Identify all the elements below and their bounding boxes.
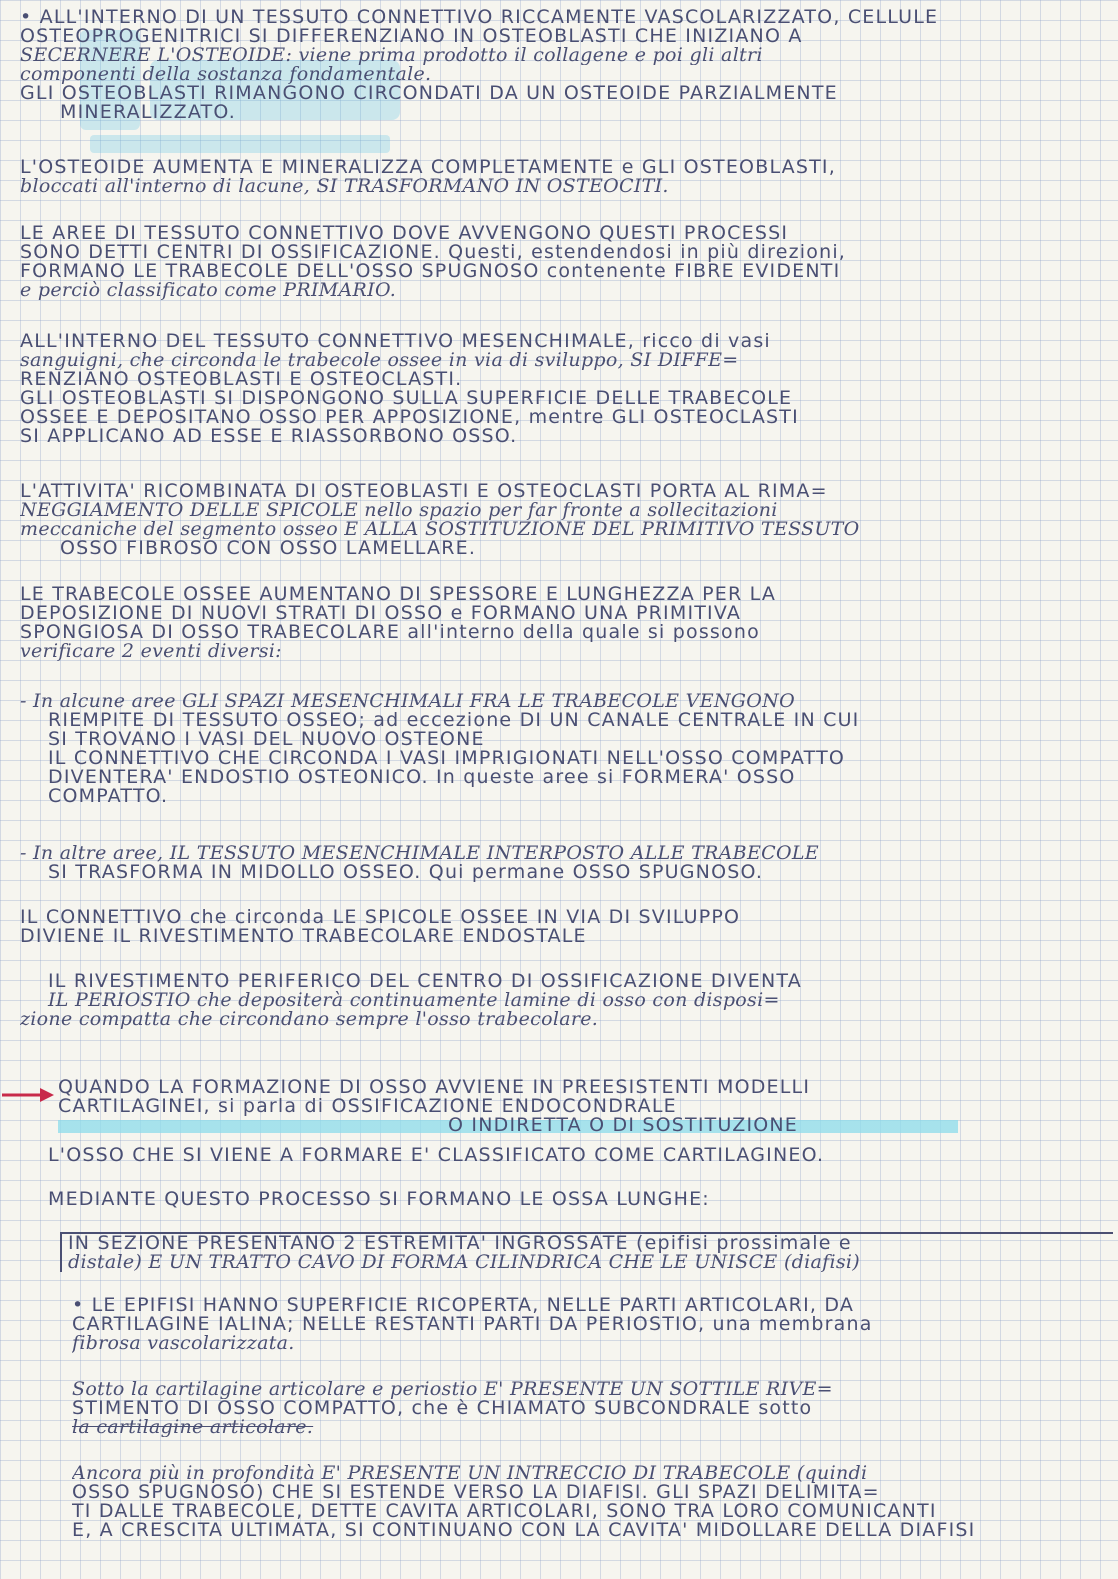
text-line: IL CONNETTIVO che circonda LE SPICOLE OSSEE IN VIA DI SVILUPPO [20, 908, 741, 927]
text-line: LE AREE DI TESSUTO CONNETTIVO DOVE AVVENGONO QUESTI PROCESSI [20, 224, 789, 243]
text-line: SI TRASFORMA IN MIDOLLO OSSEO. Qui permane OSSO SPUGNOSO. [48, 863, 764, 882]
text-line: LE TRABECOLE OSSEE AUMENTANO DI SPESSORE E LUNGHEZZA PER LA [20, 585, 777, 604]
text-line: SI APPLICANO AD ESSE E RIASSORBONO OSSO. [20, 427, 518, 446]
paragraph-mesenchymal-tissue [20, 332, 1105, 446]
text-line: SECERNERE L'OSTEOIDE: viene prima prodotto il collagene e poi gli altri [20, 46, 763, 65]
text-line: L'ATTIVITA' RICOMBINATA DI OSTEOBLASTI E OSTEOCLASTI PORTA AL RIMA= [20, 482, 828, 501]
text-line: meccaniche del segmento osseo E ALLA SOSTITUZIONE DEL PRIMITIVO TESSUTO [20, 520, 860, 539]
text-line: OSTEOPROGENITRICI SI DIFFERENZIANO IN OSTEOBLASTI CHE INIZIANO A [20, 27, 803, 46]
text-line: L'OSTEOIDE AUMENTA E MINERALIZZA COMPLETAMENTE e GLI OSTEOBLASTI, [20, 158, 836, 177]
paragraph-endosteal-lining [20, 908, 1105, 946]
text-line: OSSO FIBROSO CON OSSO LAMELLARE. [60, 539, 477, 558]
text-line: NEGGIAMENTO DELLE SPICOLE nello spazio per far fronte a sollecitazioni [20, 501, 778, 520]
text-line: componenti della sostanza fondamentale. [20, 65, 432, 84]
text-line: GLI OSTEOBLASTI SI DISPONGONO SULLA SUPERFICIE DELLE TRABECOLE [20, 389, 793, 408]
text-line: E, A CRESCITA ULTIMATA, SI CONTINUANO CON LA CAVITA' MIDOLLARE DELLA DIAFISI [72, 1521, 976, 1540]
paragraph-periosteum [20, 972, 1105, 1029]
paragraph-endochondral-ossification [58, 1078, 1103, 1135]
text-line: RIEMPITE DI TESSUTO OSSEO; ad eccezione DI UN CANALE CENTRALE IN CUI [48, 711, 860, 730]
text-line: - In altre aree, IL TESSUTO MESENCHIMALE INTERPOSTO ALLE TRABECOLE [20, 844, 819, 863]
highlighted-text-line: O INDIRETTA O DI SOSTITUZIONE [58, 1116, 958, 1135]
text-line: OSSO SPUGNOSO) CHE SI ESTENDE VERSO LA DIAFISI. GLI SPAZI DELIMITA= [72, 1483, 880, 1502]
text-line: IN SEZIONE PRESENTANO 2 ESTREMITA' INGROSSATE (epifisi prossimale e [68, 1234, 852, 1253]
paragraph-epiphysis-diaphysis [60, 1232, 1113, 1272]
text-line: QUANDO LA FORMAZIONE DI OSSO AVVIENE IN PREESISTENTI MODELLI [58, 1078, 811, 1097]
paragraph-spongy-bone-cavities [72, 1464, 1105, 1540]
text-line: DIVENTERA' ENDOSTIO OSTEONICO. In queste aree si FORMERA' OSSO [48, 768, 796, 787]
text-line: DIVIENE IL RIVESTIMENTO TRABECOLARE ENDOSTALE [20, 927, 587, 946]
text-line: IL CONNETTIVO CHE CIRCONDA I VASI IMPRIGIONATI NELL'OSSO COMPATTO [48, 749, 846, 768]
text-line: OSSEE E DEPOSITANO OSSO PER APPOSIZIONE, mentre GLI OSTEOCLASTI [20, 408, 799, 427]
text-line: - In alcune aree GLI SPAZI MESENCHIMALI FRA LE TRABECOLE VENGONO [20, 692, 795, 711]
text-line: RENZIANO OSTEOBLASTI E OSTEOCLASTI. [20, 370, 463, 389]
struck-text-line: la cartilagine articolare. [72, 1418, 314, 1437]
text-line: sanguigni, che circonda le trabecole ossee in via di sviluppo, SI DIFFE= [20, 351, 739, 370]
paragraph-osteoid-secretion [20, 8, 1105, 122]
text-line: • ALL'INTERNO DI UN TESSUTO CONNETTIVO RICCAMENTE VASCOLARIZZATO, CELLULE [20, 8, 939, 27]
text-line: distale) E UN TRATTO CAVO DI FORMA CILINDRICA CHE LE UNISCE (diafisi) [68, 1253, 860, 1272]
text-line: MINERALIZZATO. [60, 103, 237, 122]
paragraph-osteoid-mineralization [20, 158, 1105, 196]
text-line: • LE EPIFISI HANNO SUPERFICIE RICOPERTA, NELLE PARTI ARTICOLARI, DA [72, 1296, 855, 1315]
text-line: L'OSSO CHE SI VIENE A FORMARE E' CLASSIFICATO COME CARTILAGINEO. [48, 1146, 825, 1165]
text-line: STIMENTO DI OSSO COMPATTO, che è CHIAMATO SUBCONDRALE sotto [72, 1399, 813, 1418]
text-line: GLI OSTEOBLASTI RIMANGONO CIRCONDATI DA UN OSTEOIDE PARZIALMENTE [20, 84, 838, 103]
paragraph-spicule-remodeling [20, 482, 1105, 558]
paragraph-bone-marrow-areas [20, 844, 1105, 882]
arrow-right-icon [0, 1085, 56, 1105]
text-line: Ancora più in profondità E' PRESENTE UN INTRECCIO DI TRABECOLE (quindi [72, 1464, 868, 1483]
paragraph-subchondral-bone [72, 1380, 1105, 1437]
text-line: DEPOSIZIONE DI NUOVI STRATI DI OSSO e FORMANO UNA PRIMITIVA [20, 604, 742, 623]
text-line: TI DALLE TRABECOLE, DETTE CAVITA ARTICOLARI, SONO TRA LORO COMUNICANTI [72, 1502, 937, 1521]
text-line: SONO DETTI CENTRI DI OSSIFICAZIONE. Questi, estendendosi in più direzioni, [20, 243, 847, 262]
text-line: bloccati all'interno di lacune, SI TRASFORMANO IN OSTEOCITI. [20, 177, 669, 196]
text-line: FORMANO LE TRABECOLE DELL'OSSO SPUGNOSO contenente FIBRE EVIDENTI [20, 262, 841, 281]
text-line: IL PERIOSTIO che depositerà continuamente lamine di osso con disposi= [48, 991, 780, 1010]
text-line: e perciò classificato come PRIMARIO. [20, 281, 397, 300]
paragraph-cartilaginous-bone [48, 1146, 1103, 1165]
paragraph-epiphysis-surface [72, 1296, 1105, 1353]
text-line: COMPATTO. [48, 787, 169, 806]
text-line: ALL'INTERNO DEL TESSUTO CONNETTIVO MESENCHIMALE, ricco di vasi [20, 332, 771, 351]
text-line: CARTILAGINE IALINA; NELLE RESTANTI PARTI DA PERIOSTIO, una membrana [72, 1315, 873, 1334]
text-line: verificare 2 eventi diversi: [20, 642, 282, 661]
text-line: fibrosa vascolarizzata. [72, 1334, 295, 1353]
text-line: SI TROVANO I VASI DEL NUOVO OSTEONE [48, 730, 485, 749]
text-line: MEDIANTE QUESTO PROCESSO SI FORMANO LE OSSA LUNGHE: [48, 1190, 710, 1209]
paragraph-long-bones [48, 1190, 1103, 1209]
text-line: CARTILAGINEI, si parla di OSSIFICAZIONE ENDOCONDRALE [58, 1097, 677, 1116]
paragraph-ossification-centers [20, 224, 1105, 300]
paragraph-trabecular-growth [20, 585, 1105, 661]
paragraph-compact-bone-areas [20, 692, 1105, 806]
text-line: Sotto la cartilagine articolare e periostio E' PRESENTE UN SOTTILE RIVE= [72, 1380, 833, 1399]
text-line: IL RIVESTIMENTO PERIFERICO DEL CENTRO DI OSSIFICAZIONE DIVENTA [48, 972, 802, 991]
text-line: zione compatta che circondano sempre l'osso trabecolare. [20, 1010, 599, 1029]
text-line: SPONGIOSA DI OSSO TRABECOLARE all'interno della quale si possono [20, 623, 760, 642]
